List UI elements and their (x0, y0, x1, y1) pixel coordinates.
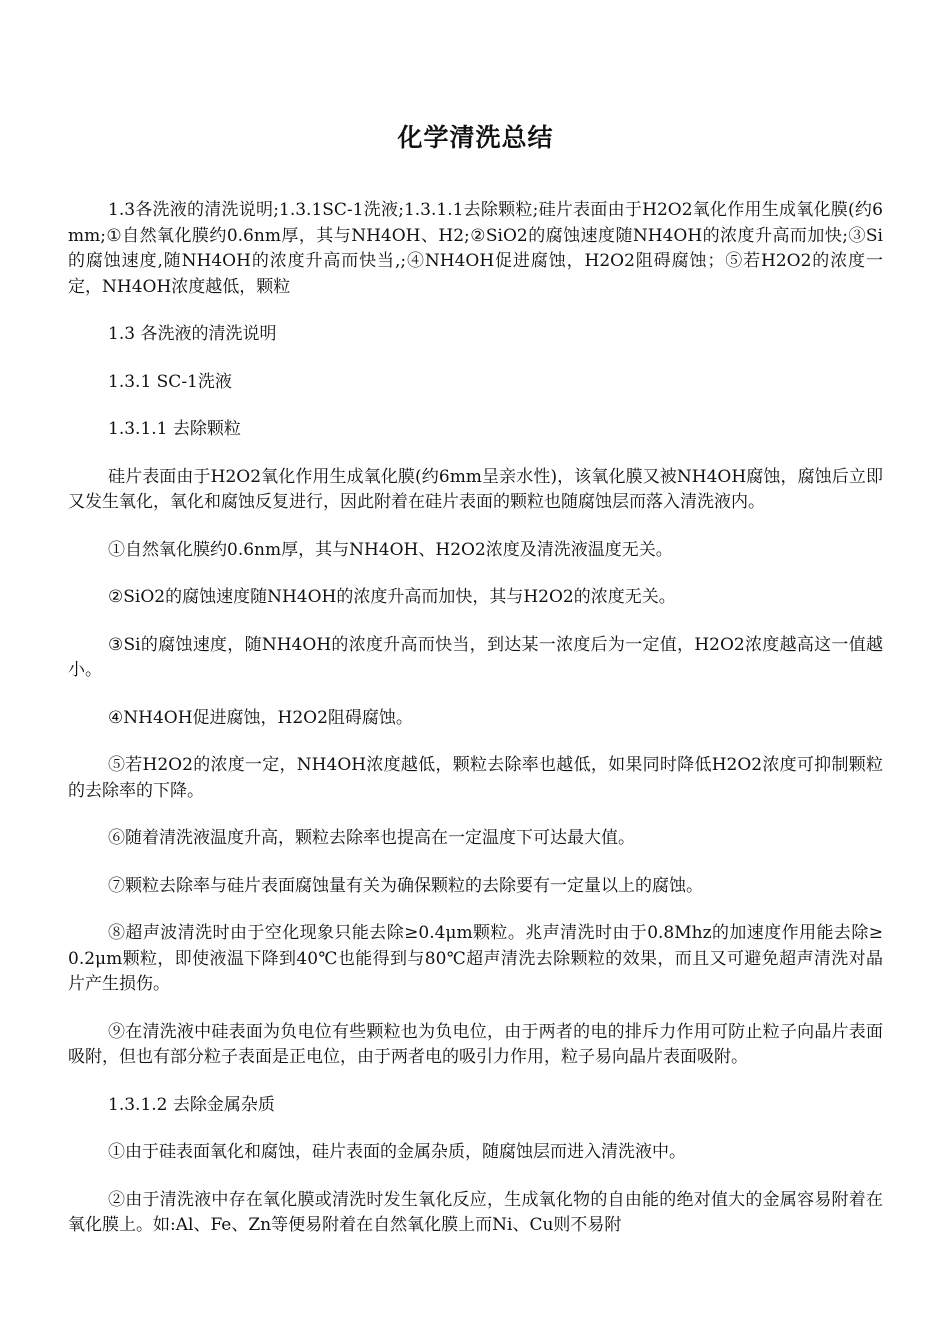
list-item: ①由于硅表面氧化和腐蚀，硅片表面的金属杂质，随腐蚀层而进入清洗液中。 (108, 1142, 686, 1162)
list-item: ④NH4OH促进腐蚀，H2O2阻碍腐蚀。 (108, 707, 413, 728)
list-item: ③Si的腐蚀速度，随NH4OH的浓度升高而快当，到达某一浓度后为一定值，H2O2浓度越高这一值越小。 (68, 634, 883, 680)
list-item: ②由于清洗液中存在氧化膜或清洗时发生氧化反应，生成氧化物的自由能的绝对值大的金属容易附着在氧化膜上。如:Al、Fe、Zn等便易附着在自然氧化膜上而Ni、Cu则不易附 (68, 1189, 883, 1235)
page-title: 化学清洗总结 (397, 123, 554, 152)
summary-paragraph: 1.3各洗液的清洗说明;1.3.1SC-1洗液;1.3.1.1去除颗粒;硅片表面由于H2O2氧化作用生成氧化膜(约6mm;①自然氧化膜约0.6nm厚，其与NH4OH、H2;②SiO2的腐蚀速度随NH4OH的浓度升高而加快;③Si的腐蚀速度,随NH4OH的浓度升高而快当,;④NH4OH促进腐蚀，H2O2阻碍腐蚀；⑤若H2O2的浓度一定，NH4OH浓度越低，颗粒 (68, 200, 883, 297)
section-heading: 1.3.1 SC-1洗液 (108, 371, 232, 392)
list-item: ①自然氧化膜约0.6nm厚，其与NH4OH、H2O2浓度及清洗液温度无关。 (108, 539, 673, 560)
body-paragraph: 硅片表面由于H2O2氧化作用生成氧化膜(约6mm呈亲水性)，该氧化膜又被NH4OH腐蚀，腐蚀后立即又发生氧化，氧化和腐蚀反复进行，因此附着在硅片表面的颗粒也随腐蚀层而落入清洗液内。 (68, 466, 883, 512)
document-page (68, 118, 883, 1261)
list-item: ⑨在清洗液中硅表面为负电位有些颗粒也为负电位，由于两者的电的排斥力作用可防止粒子向晶片表面吸附，但也有部分粒子表面是正电位，由于两者电的吸引力作用，粒子易向晶片表面吸附。 (68, 1021, 883, 1067)
section-heading: 1.3.1.2 去除金属杂质 (108, 1094, 275, 1115)
list-item: ⑧超声波清洗时由于空化现象只能去除≥0.4μm颗粒。兆声清洗时由于0.8Mhz的加速度作用能去除≥0.2μm颗粒，即使液温下降到40℃也能得到与80℃超声清洗去除颗粒的效果，而且又可避免超声清洗对晶片产生损伤。 (68, 923, 883, 994)
list-item: ⑦颗粒去除率与硅片表面腐蚀量有关为确保颗粒的去除要有一定量以上的腐蚀。 (108, 875, 703, 896)
section-heading: 1.3 各洗液的清洗说明 (108, 324, 277, 344)
list-item: ⑤若H2O2的浓度一定，NH4OH浓度越低，颗粒去除率也越低，如果同时降低H2O2浓度可抑制颗粒的去除率的下降。 (68, 755, 883, 801)
list-item: ⑥随着清洗液温度升高，颗粒去除率也提高在一定温度下可达最大值。 (108, 828, 635, 848)
list-item: ②SiO2的腐蚀速度随NH4OH的浓度升高而加快，其与H2O2的浓度无关。 (108, 587, 676, 607)
section-heading: 1.3.1.1 去除颗粒 (108, 419, 241, 439)
